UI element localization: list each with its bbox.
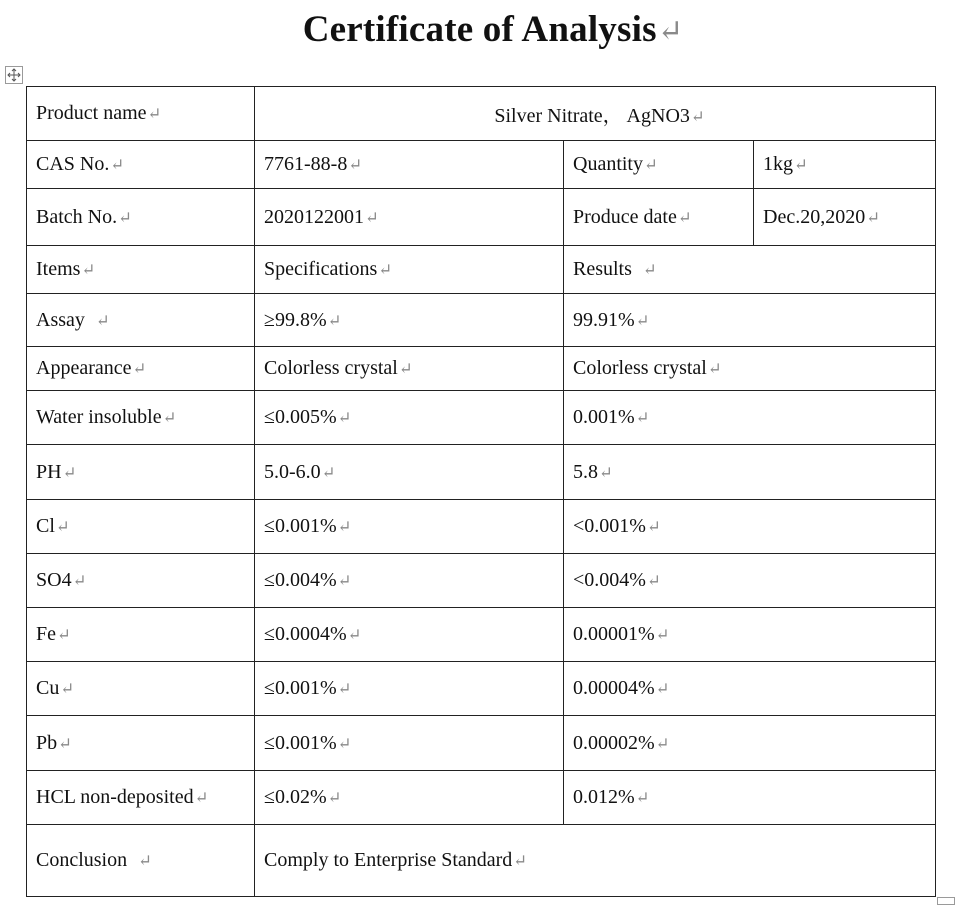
table-move-handle-icon[interactable] <box>5 66 23 84</box>
item-cell: Cu↵ <box>27 662 255 716</box>
table-row <box>27 294 936 347</box>
items-header: Items↵ <box>27 246 255 294</box>
spec-cell: ≤0.004%↵ <box>255 554 564 608</box>
result-cell: <0.004%↵ <box>564 554 936 608</box>
quantity-value: 1kg↵ <box>754 141 936 189</box>
product-name-row <box>27 87 936 141</box>
result-cell: 0.00002%↵ <box>564 716 936 771</box>
spec-cell: Colorless crystal↵ <box>255 347 564 391</box>
item-cell: SO4↵ <box>27 554 255 608</box>
item-cell: Appearance↵ <box>27 347 255 391</box>
spec-cell: ≤0.001%↵ <box>255 716 564 771</box>
spec-cell: ≤0.001%↵ <box>255 662 564 716</box>
table-resize-handle[interactable] <box>937 897 955 905</box>
spec-cell: ≤0.005%↵ <box>255 391 564 445</box>
produce-date-value: Dec.20,2020↵ <box>754 189 936 246</box>
spec-cell: ≤0.0004%↵ <box>255 608 564 662</box>
paragraph-mark: ↵ <box>657 14 684 48</box>
result-cell: 0.012%↵ <box>564 771 936 825</box>
spec-cell: ≤0.02%↵ <box>255 771 564 825</box>
conclusion-row <box>27 825 936 897</box>
batch-label: Batch No.↵ <box>27 189 255 246</box>
result-cell: 0.00004%↵ <box>564 662 936 716</box>
quantity-label: Quantity↵ <box>564 141 754 189</box>
item-cell: Pb↵ <box>27 716 255 771</box>
result-cell: 5.8↵ <box>564 445 936 500</box>
table-row <box>27 347 936 391</box>
document-title: Certificate of Analysis↵ <box>302 9 684 50</box>
item-cell: Fe↵ <box>27 608 255 662</box>
result-cell: <0.001%↵ <box>564 500 936 554</box>
result-cell: 0.00001%↵ <box>564 608 936 662</box>
specifications-header: Specifications↵ <box>255 246 564 294</box>
table-row <box>27 662 936 716</box>
table-row <box>27 554 936 608</box>
result-cell: Colorless crystal↵ <box>564 347 936 391</box>
table-row <box>27 608 936 662</box>
result-cell: 99.91%↵ <box>564 294 936 347</box>
cas-label: CAS No.↵ <box>27 141 255 189</box>
spec-cell: 5.0-6.0↵ <box>255 445 564 500</box>
table-row <box>27 500 936 554</box>
table-row <box>27 445 936 500</box>
results-header: Results ↵ <box>564 246 936 294</box>
item-cell: HCL non-deposited↵ <box>27 771 255 825</box>
item-cell: Water insoluble↵ <box>27 391 255 445</box>
batch-value: 2020122001↵ <box>255 189 564 246</box>
table-row <box>27 716 936 771</box>
spec-cell: ≤0.001%↵ <box>255 500 564 554</box>
product-name-label: Product name↵ <box>27 87 255 141</box>
analysis-table <box>26 86 936 897</box>
item-cell: PH↵ <box>27 445 255 500</box>
conclusion-value: Comply to Enterprise Standard↵ <box>255 825 936 897</box>
item-cell: Cl↵ <box>27 500 255 554</box>
item-cell: Assay ↵ <box>27 294 255 347</box>
result-cell: 0.001%↵ <box>564 391 936 445</box>
produce-date-label: Produce date↵ <box>564 189 754 246</box>
cas-value: 7761-88-8↵ <box>255 141 564 189</box>
table-row <box>27 391 936 445</box>
batch-date-row <box>27 189 936 246</box>
spec-cell: ≥99.8%↵ <box>255 294 564 347</box>
cas-quantity-row <box>27 141 936 189</box>
header-row <box>27 246 936 294</box>
table-row <box>27 771 936 825</box>
conclusion-label: Conclusion ↵ <box>27 825 255 897</box>
product-name-value: Silver Nitrate， AgNO3↵ <box>255 87 936 141</box>
